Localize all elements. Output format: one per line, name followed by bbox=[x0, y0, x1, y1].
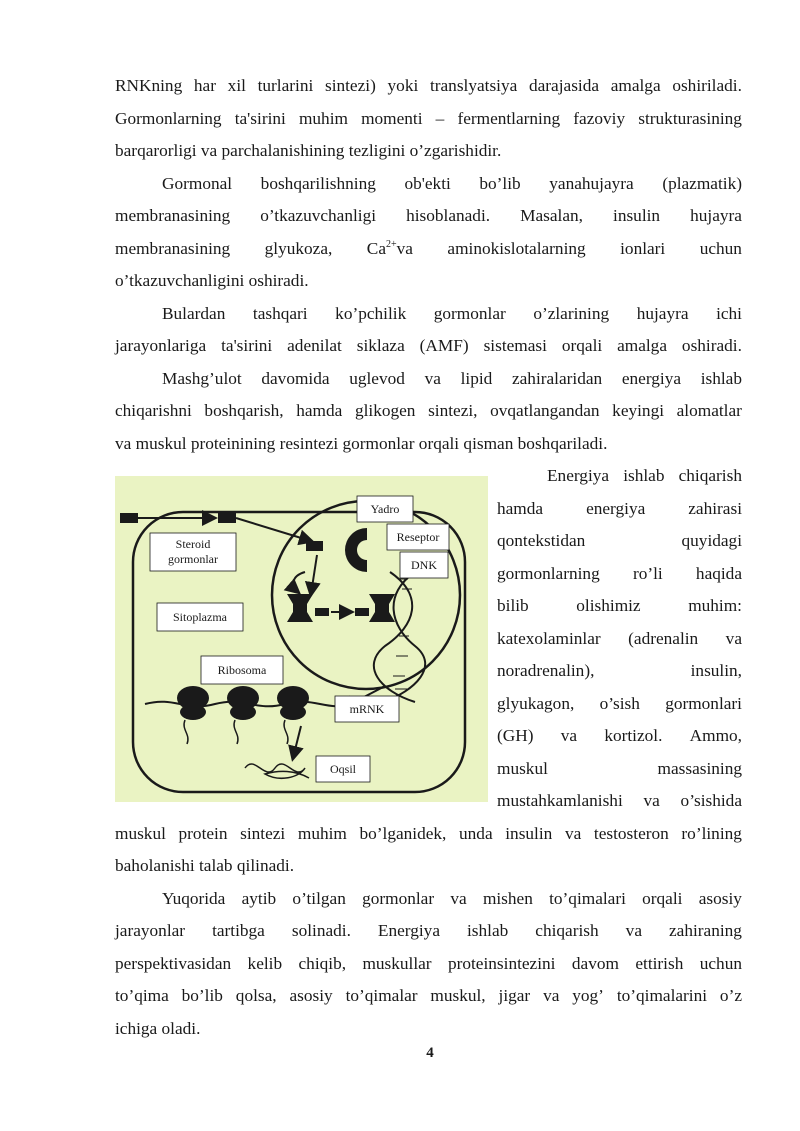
word: muskul bbox=[497, 759, 548, 778]
word: $Ca^{2+}va$ bbox=[366, 239, 413, 258]
svg-text:Steroid: Steroid bbox=[175, 537, 211, 551]
word: o’tilgan bbox=[292, 889, 346, 908]
word: aytib bbox=[241, 889, 277, 908]
word: ta'sirini bbox=[221, 336, 273, 355]
word: (plazmatik) bbox=[662, 174, 742, 193]
word: jigar bbox=[498, 986, 531, 1005]
word: asosiy bbox=[289, 986, 333, 1005]
text-line bbox=[162, 174, 742, 194]
word: hamda bbox=[296, 401, 343, 420]
hormone-molecule bbox=[306, 541, 323, 551]
word: Mashg’ulot bbox=[162, 369, 242, 388]
svg-text:Reseptor: Reseptor bbox=[396, 530, 440, 544]
word: va bbox=[543, 986, 560, 1005]
text-line bbox=[115, 206, 742, 226]
text-line bbox=[115, 986, 742, 1006]
word: boshqarish, bbox=[204, 401, 284, 420]
word: lipid bbox=[460, 369, 493, 388]
word: noradrenalin), bbox=[497, 661, 595, 680]
label-steroid bbox=[150, 533, 236, 571]
text-line-ca bbox=[115, 239, 742, 259]
word: qolsa, bbox=[235, 986, 277, 1005]
word: zahirasi bbox=[688, 499, 742, 518]
word: chiqarish bbox=[535, 921, 599, 940]
word: to’qimalar bbox=[345, 986, 418, 1005]
word: Gormonlarning bbox=[115, 109, 222, 128]
word: qontekstidan bbox=[497, 531, 586, 550]
text-line: barqarorligi va parchalanishining tezligini o’zgarishidir. bbox=[115, 141, 502, 160]
word: amalga bbox=[610, 76, 661, 95]
word: translyatsiya bbox=[429, 76, 518, 95]
word: davom bbox=[571, 954, 619, 973]
word: proteinsintezini bbox=[447, 954, 556, 973]
word: RNKning bbox=[115, 76, 183, 95]
word: Yuqorida bbox=[162, 889, 226, 908]
word: asosiy bbox=[698, 889, 742, 908]
hormone-molecule bbox=[120, 513, 138, 523]
word: ob'ekti bbox=[404, 174, 451, 193]
word: insulin bbox=[613, 206, 661, 225]
word: aminokislotalarning bbox=[447, 239, 586, 258]
word: gormonlar bbox=[433, 304, 506, 323]
word: bilib bbox=[497, 596, 529, 615]
word: mishen bbox=[482, 889, 533, 908]
word: muhim bbox=[297, 824, 347, 843]
text-line bbox=[162, 369, 742, 389]
word: Gormonal bbox=[162, 174, 233, 193]
word: – bbox=[435, 109, 445, 128]
text-line bbox=[115, 401, 742, 421]
text-line bbox=[115, 954, 742, 974]
word: o’tkazuvchanligi bbox=[260, 206, 377, 225]
word: massasining bbox=[657, 759, 742, 778]
word: kortizol. bbox=[604, 726, 663, 745]
word: zahiraning bbox=[669, 921, 742, 940]
hormone-cell-diagram bbox=[115, 476, 488, 802]
word: zahiralaridan bbox=[511, 369, 603, 388]
word: oshiriladi. bbox=[672, 76, 742, 95]
word: gormonlarning bbox=[497, 564, 600, 583]
word: muskul, bbox=[430, 986, 486, 1005]
word: chiqarishni bbox=[115, 401, 192, 420]
word: muskul bbox=[115, 824, 166, 843]
word: fazoviy bbox=[573, 109, 626, 128]
word: glyukagon, bbox=[497, 694, 575, 713]
word: davomida bbox=[261, 369, 330, 388]
side-line bbox=[497, 596, 742, 616]
word: o’z bbox=[719, 986, 742, 1005]
word: muhim: bbox=[688, 596, 742, 615]
word: to’qimalarini bbox=[616, 986, 708, 1005]
svg-text:Oqsil: Oqsil bbox=[329, 762, 357, 776]
word: muskullar bbox=[362, 954, 432, 973]
word: haqida bbox=[695, 564, 742, 583]
svg-text:DNK: DNK bbox=[411, 558, 437, 572]
ribosome bbox=[177, 686, 309, 720]
word: ko’pchilik bbox=[335, 304, 407, 323]
text-line bbox=[115, 921, 742, 941]
word: energiya bbox=[621, 369, 682, 388]
word: gormonlar bbox=[362, 889, 435, 908]
word: chiqib, bbox=[298, 954, 347, 973]
word: membranasining bbox=[115, 206, 231, 225]
word: hisoblanadi. bbox=[406, 206, 491, 225]
word: sintezi) bbox=[324, 76, 376, 95]
word: to’qimalari bbox=[549, 889, 626, 908]
text-line bbox=[115, 109, 742, 129]
svg-text:Yadro: Yadro bbox=[370, 502, 400, 516]
word: va bbox=[560, 726, 578, 745]
word: quyidagi bbox=[681, 531, 742, 550]
side-line bbox=[497, 791, 742, 811]
word: hujayra bbox=[636, 304, 689, 323]
word: membranasining bbox=[115, 239, 231, 258]
word: ishlab bbox=[623, 466, 665, 485]
svg-text:mRNK: mRNK bbox=[349, 702, 385, 716]
svg-text:gormonlar: gormonlar bbox=[168, 552, 218, 566]
word: sintezi bbox=[240, 824, 286, 843]
word: va bbox=[564, 824, 582, 843]
word: insulin, bbox=[690, 661, 742, 680]
word: uchun bbox=[699, 954, 742, 973]
word: keyingi bbox=[612, 401, 665, 420]
label-sitoplazma bbox=[157, 603, 243, 631]
word: Energiya bbox=[377, 921, 440, 940]
word: va bbox=[725, 629, 742, 648]
text-line bbox=[115, 336, 742, 356]
word: ishlab bbox=[700, 369, 742, 388]
word: gormonlari bbox=[665, 694, 742, 713]
word: oshiradi. bbox=[681, 336, 742, 355]
word: perspektivasidan bbox=[115, 954, 232, 973]
word: va bbox=[450, 889, 467, 908]
word: olishimiz bbox=[576, 596, 641, 615]
word: xil bbox=[227, 76, 246, 95]
side-line bbox=[497, 531, 742, 551]
word: yoki bbox=[387, 76, 419, 95]
word: jarayonlariga bbox=[115, 336, 207, 355]
word: jarayonlar bbox=[115, 921, 186, 940]
word: bo’lganidek, bbox=[359, 824, 447, 843]
word: har bbox=[193, 76, 216, 95]
word: o’zlarining bbox=[533, 304, 610, 323]
word: sistemasi bbox=[483, 336, 547, 355]
word: uchun bbox=[699, 239, 742, 258]
text-line bbox=[115, 76, 742, 96]
label-oqsil bbox=[316, 756, 370, 782]
word: strukturasining bbox=[638, 109, 742, 128]
word: mustahkamlanishi bbox=[497, 791, 623, 810]
side-line bbox=[547, 466, 742, 486]
word: sintezi, bbox=[428, 401, 478, 420]
word: chiqarish bbox=[678, 466, 742, 485]
word: insulin bbox=[505, 824, 553, 843]
word: tashqari bbox=[252, 304, 308, 323]
word: (AMF) bbox=[419, 336, 469, 355]
word: yanahujayra bbox=[549, 174, 634, 193]
word: adenilat bbox=[287, 336, 342, 355]
text-line: baholanishi talab qilinadi. bbox=[115, 856, 295, 875]
label-dnk bbox=[400, 552, 448, 578]
word: ettirish bbox=[635, 954, 684, 973]
word: Bulardan bbox=[162, 304, 226, 323]
text-line: ichiga oladi. bbox=[115, 1019, 201, 1038]
label-mrnk bbox=[335, 696, 399, 722]
word: bo’lib bbox=[181, 986, 223, 1005]
side-line bbox=[497, 499, 742, 519]
word: orqali bbox=[642, 889, 683, 908]
word: Energiya bbox=[547, 466, 610, 485]
word: ionlari bbox=[620, 239, 666, 258]
word: darajasida bbox=[528, 76, 600, 95]
word: va bbox=[424, 369, 441, 388]
word: protein bbox=[178, 824, 228, 843]
word: momenti bbox=[361, 109, 423, 128]
word: va bbox=[643, 791, 660, 810]
side-line bbox=[497, 759, 742, 779]
word: orqali bbox=[561, 336, 603, 355]
word: to’qima bbox=[115, 986, 169, 1005]
side-line bbox=[497, 726, 742, 746]
word: ishlab bbox=[467, 921, 509, 940]
word: Ammo, bbox=[689, 726, 742, 745]
word: hamda bbox=[497, 499, 544, 518]
word: katexolaminlar bbox=[497, 629, 601, 648]
word: va bbox=[625, 921, 642, 940]
label-yadro bbox=[357, 496, 413, 522]
word: glikogen bbox=[354, 401, 416, 420]
side-line bbox=[497, 629, 742, 649]
word: boshqarilishning bbox=[260, 174, 376, 193]
word: (GH) bbox=[497, 726, 534, 745]
word: glyukoza, bbox=[264, 239, 333, 258]
text-line bbox=[162, 889, 742, 909]
word: fermentlarning bbox=[457, 109, 561, 128]
word: kelib bbox=[247, 954, 283, 973]
side-line bbox=[497, 661, 742, 681]
word: ichi bbox=[716, 304, 742, 323]
label-reseptor bbox=[387, 524, 449, 550]
word: turlarini bbox=[257, 76, 314, 95]
word: ro’lining bbox=[681, 824, 742, 843]
word: uglevod bbox=[349, 369, 405, 388]
text-line bbox=[162, 304, 742, 324]
word: hujayra bbox=[690, 206, 742, 225]
text-line: o’tkazuvchanligini oshiradi. bbox=[115, 271, 309, 290]
word: amalga bbox=[617, 336, 667, 355]
word: o’sishida bbox=[680, 791, 742, 810]
text-line: va muskul proteinining resintezi gormonlar orqali qisman boshqariladi. bbox=[115, 434, 608, 453]
word: ovqatlangandan bbox=[490, 401, 600, 420]
word: testosteron bbox=[593, 824, 669, 843]
page-number: 4 bbox=[426, 1045, 434, 1061]
word: ro’li bbox=[632, 564, 663, 583]
svg-text:Sitoplazma: Sitoplazma bbox=[173, 610, 227, 624]
word: energiya bbox=[586, 499, 646, 518]
side-line bbox=[497, 564, 742, 584]
word: muhim bbox=[298, 109, 348, 128]
word: o’sish bbox=[599, 694, 640, 713]
word: solinadi. bbox=[291, 921, 351, 940]
hormone-molecule bbox=[218, 513, 236, 523]
word: bo’lib bbox=[479, 174, 521, 193]
word: tartibga bbox=[212, 921, 265, 940]
word: Masalan, bbox=[520, 206, 583, 225]
word: alomatlar bbox=[676, 401, 742, 420]
word: unda bbox=[459, 824, 493, 843]
word: ta'sirini bbox=[234, 109, 286, 128]
text-line bbox=[115, 824, 742, 844]
word: yog’ bbox=[572, 986, 604, 1005]
word: siklaza bbox=[356, 336, 405, 355]
word: (adrenalin bbox=[628, 629, 699, 648]
svg-text:Ribosoma: Ribosoma bbox=[217, 663, 267, 677]
label-ribosoma bbox=[201, 656, 283, 684]
side-line bbox=[497, 694, 742, 714]
